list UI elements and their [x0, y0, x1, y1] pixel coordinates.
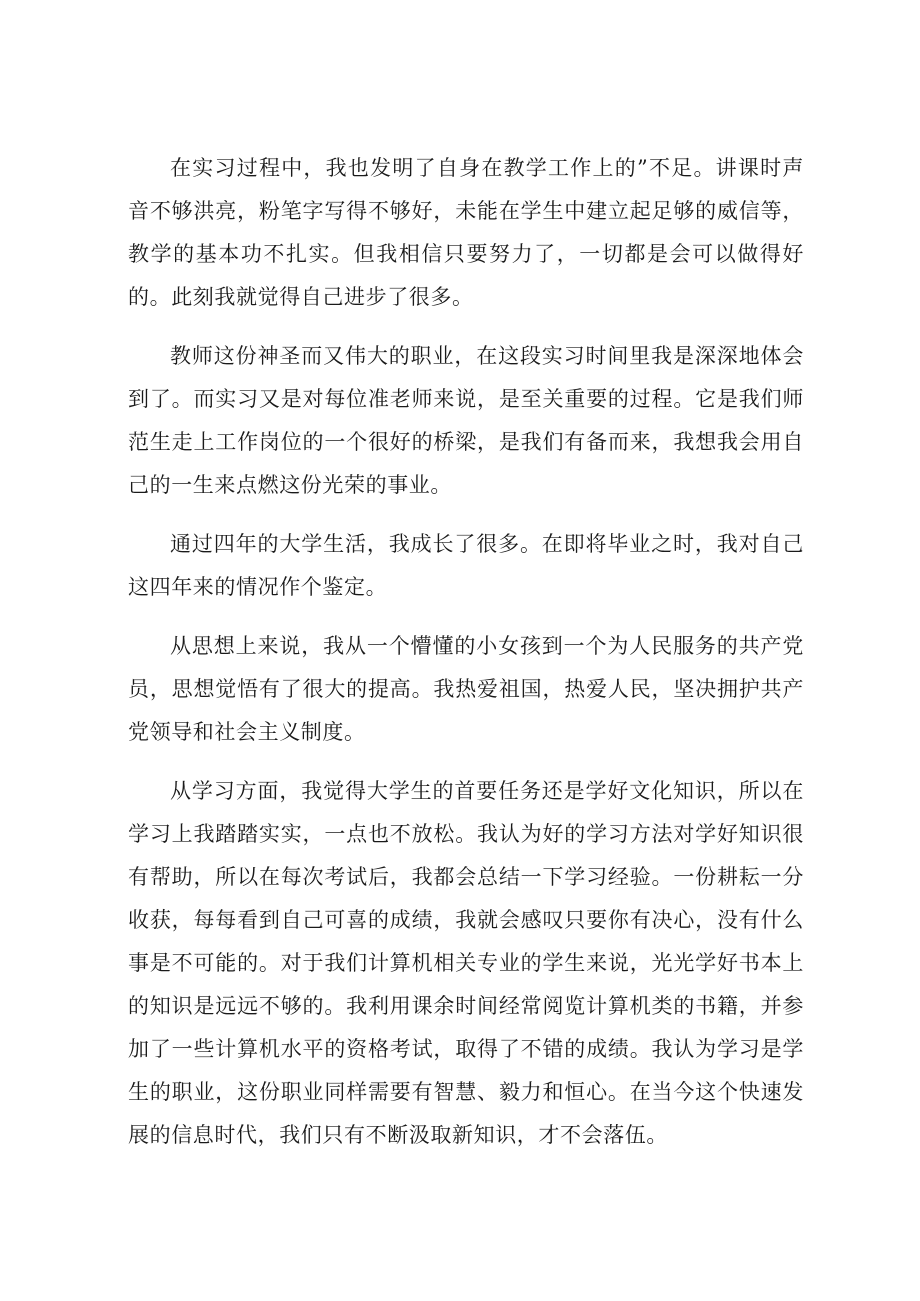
paragraph-5: 从学习方面，我觉得大学生的首要任务还是学好文化知识，所以在学习上我踏踏实实，一点也不放松。我认为好的学习方法对学好知识很有帮助，所以在每次考试后，我都会总结一下学习经验。一份耕耘一分收获，每每看到自己可喜的成绩，我就会感叹只要你有决心，没有什么事是不可能的。对于我们计算机相关专业的学生来说，光光学好书本上的知识是远远不够的。我利用课余时间经常阅览计算机类的书籍，并参加了一些计算机水平的资格考试，取得了不错的成绩。我认为学习是学生的职业，这份职业同样需要有智慧、毅力和恒心。在当今这个快速发展的信息时代，我们只有不断汲取新知识，才不会落伍。	[128, 779, 804, 1147]
paragraph-4: 从思想上来说，我从一个懵懂的小女孩到一个为人民服务的共产党员，思想觉悟有了很大的提高。我热爱祖国，热爱人民，坚决拥护共产党领导和社会主义制度。	[128, 634, 804, 744]
paragraph-2: 教师这份神圣而又伟大的职业，在这段实习时间里我是深深地体会到了。而实习又是对每位准老师来说，是至关重要的过程。它是我们师范生走上工作岗位的一个很好的桥梁，是我们有备而来，我想我会用自己的一生来点燃这份光荣的事业。	[128, 344, 804, 497]
document-body	[128, 147, 804, 1173]
paragraph-3: 通过四年的大学生活，我成长了很多。在即将毕业之时，我对自己这四年来的情况作个鉴定。	[128, 532, 804, 599]
paragraph-1: 在实习过程中，我也发明了自身在教学工作上的”不足。讲课时声音不够洪亮，粉笔字写得不够好，未能在学生中建立起足够的威信等，教学的基本功不扎实。但我相信只要努力了，一切都是会可以做得好的。此刻我就觉得自己进步了很多。	[128, 156, 804, 309]
